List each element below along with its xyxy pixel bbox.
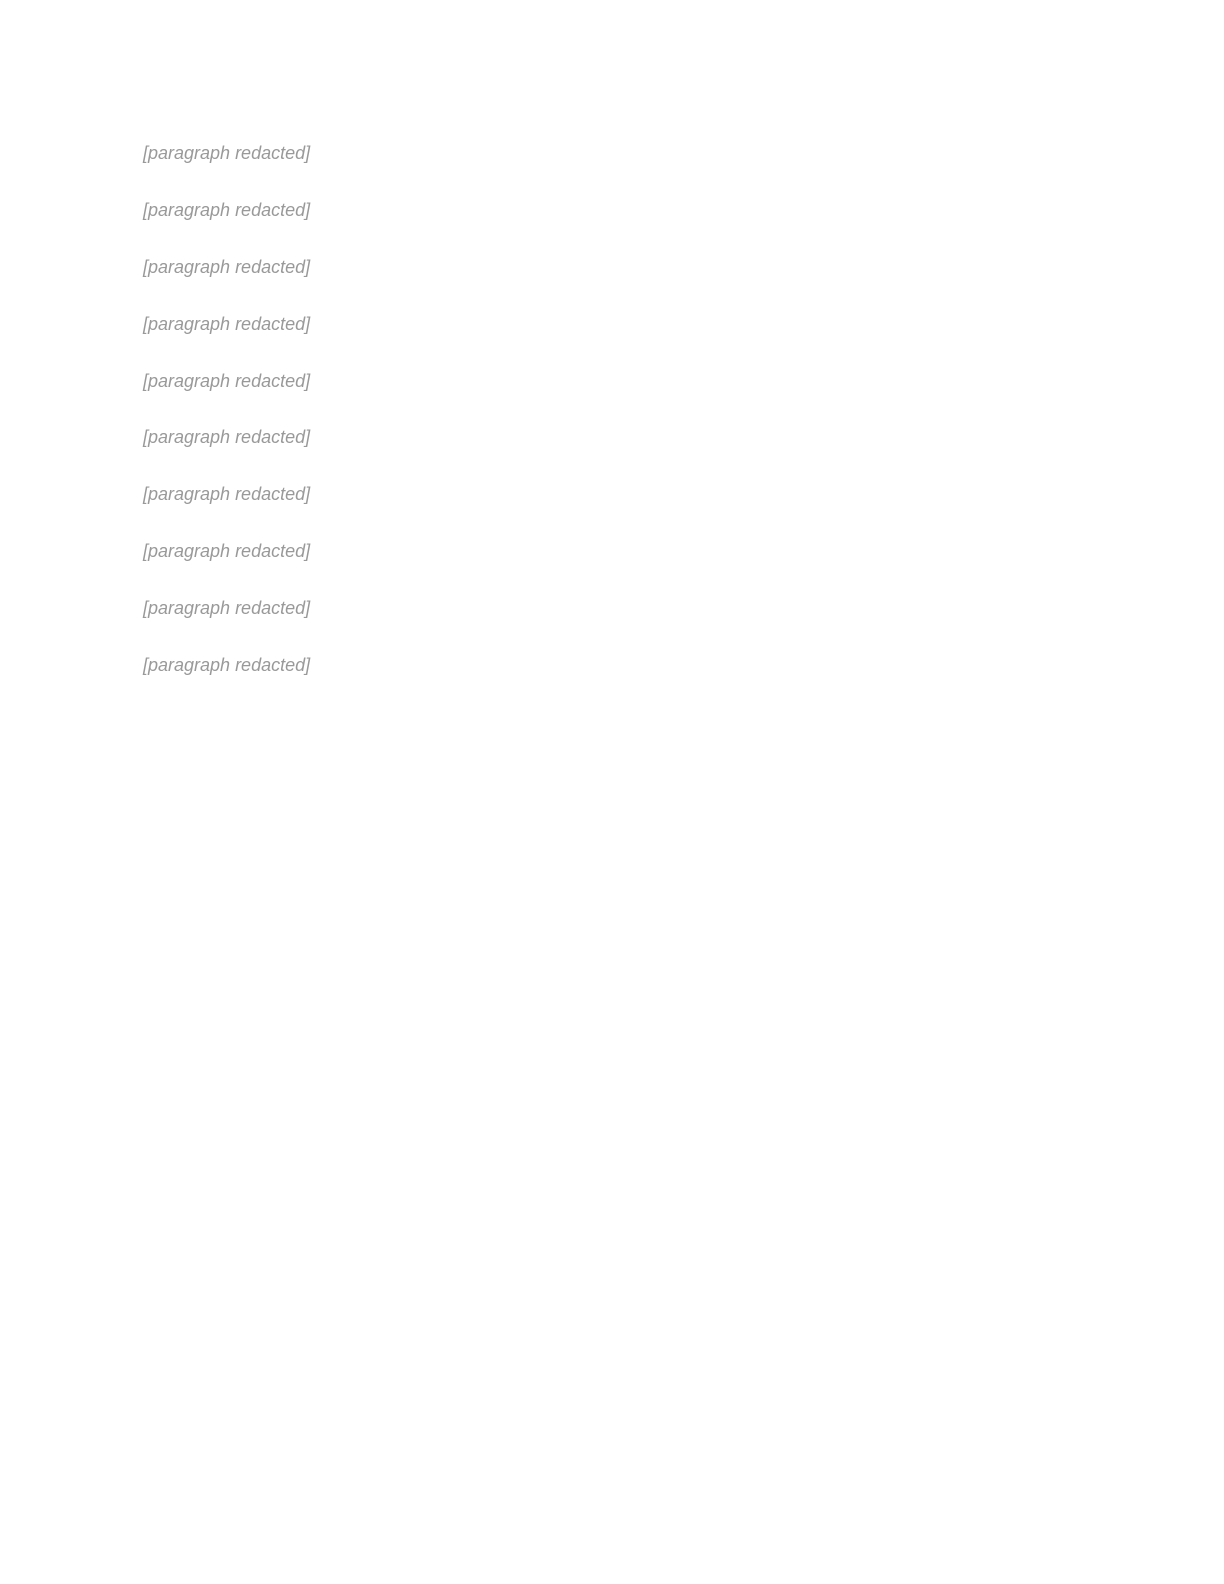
redacted-paragraph: [paragraph redacted] <box>143 655 311 676</box>
redacted-paragraph: [paragraph redacted] <box>143 370 311 391</box>
redacted-paragraph: [paragraph redacted] <box>143 143 311 163</box>
redacted-paragraph: [paragraph redacted] <box>143 313 311 334</box>
redacted-paragraph: [paragraph redacted] <box>143 199 311 220</box>
redacted-paragraph: [paragraph redacted] <box>143 541 311 562</box>
redacted-paragraph: [paragraph redacted] <box>143 427 311 448</box>
redacted-paragraph: [paragraph redacted] <box>143 484 311 505</box>
redacted-paragraph: [paragraph redacted] <box>143 256 311 277</box>
document-body <box>143 140 1083 709</box>
redacted-paragraph: [paragraph redacted] <box>143 598 311 619</box>
